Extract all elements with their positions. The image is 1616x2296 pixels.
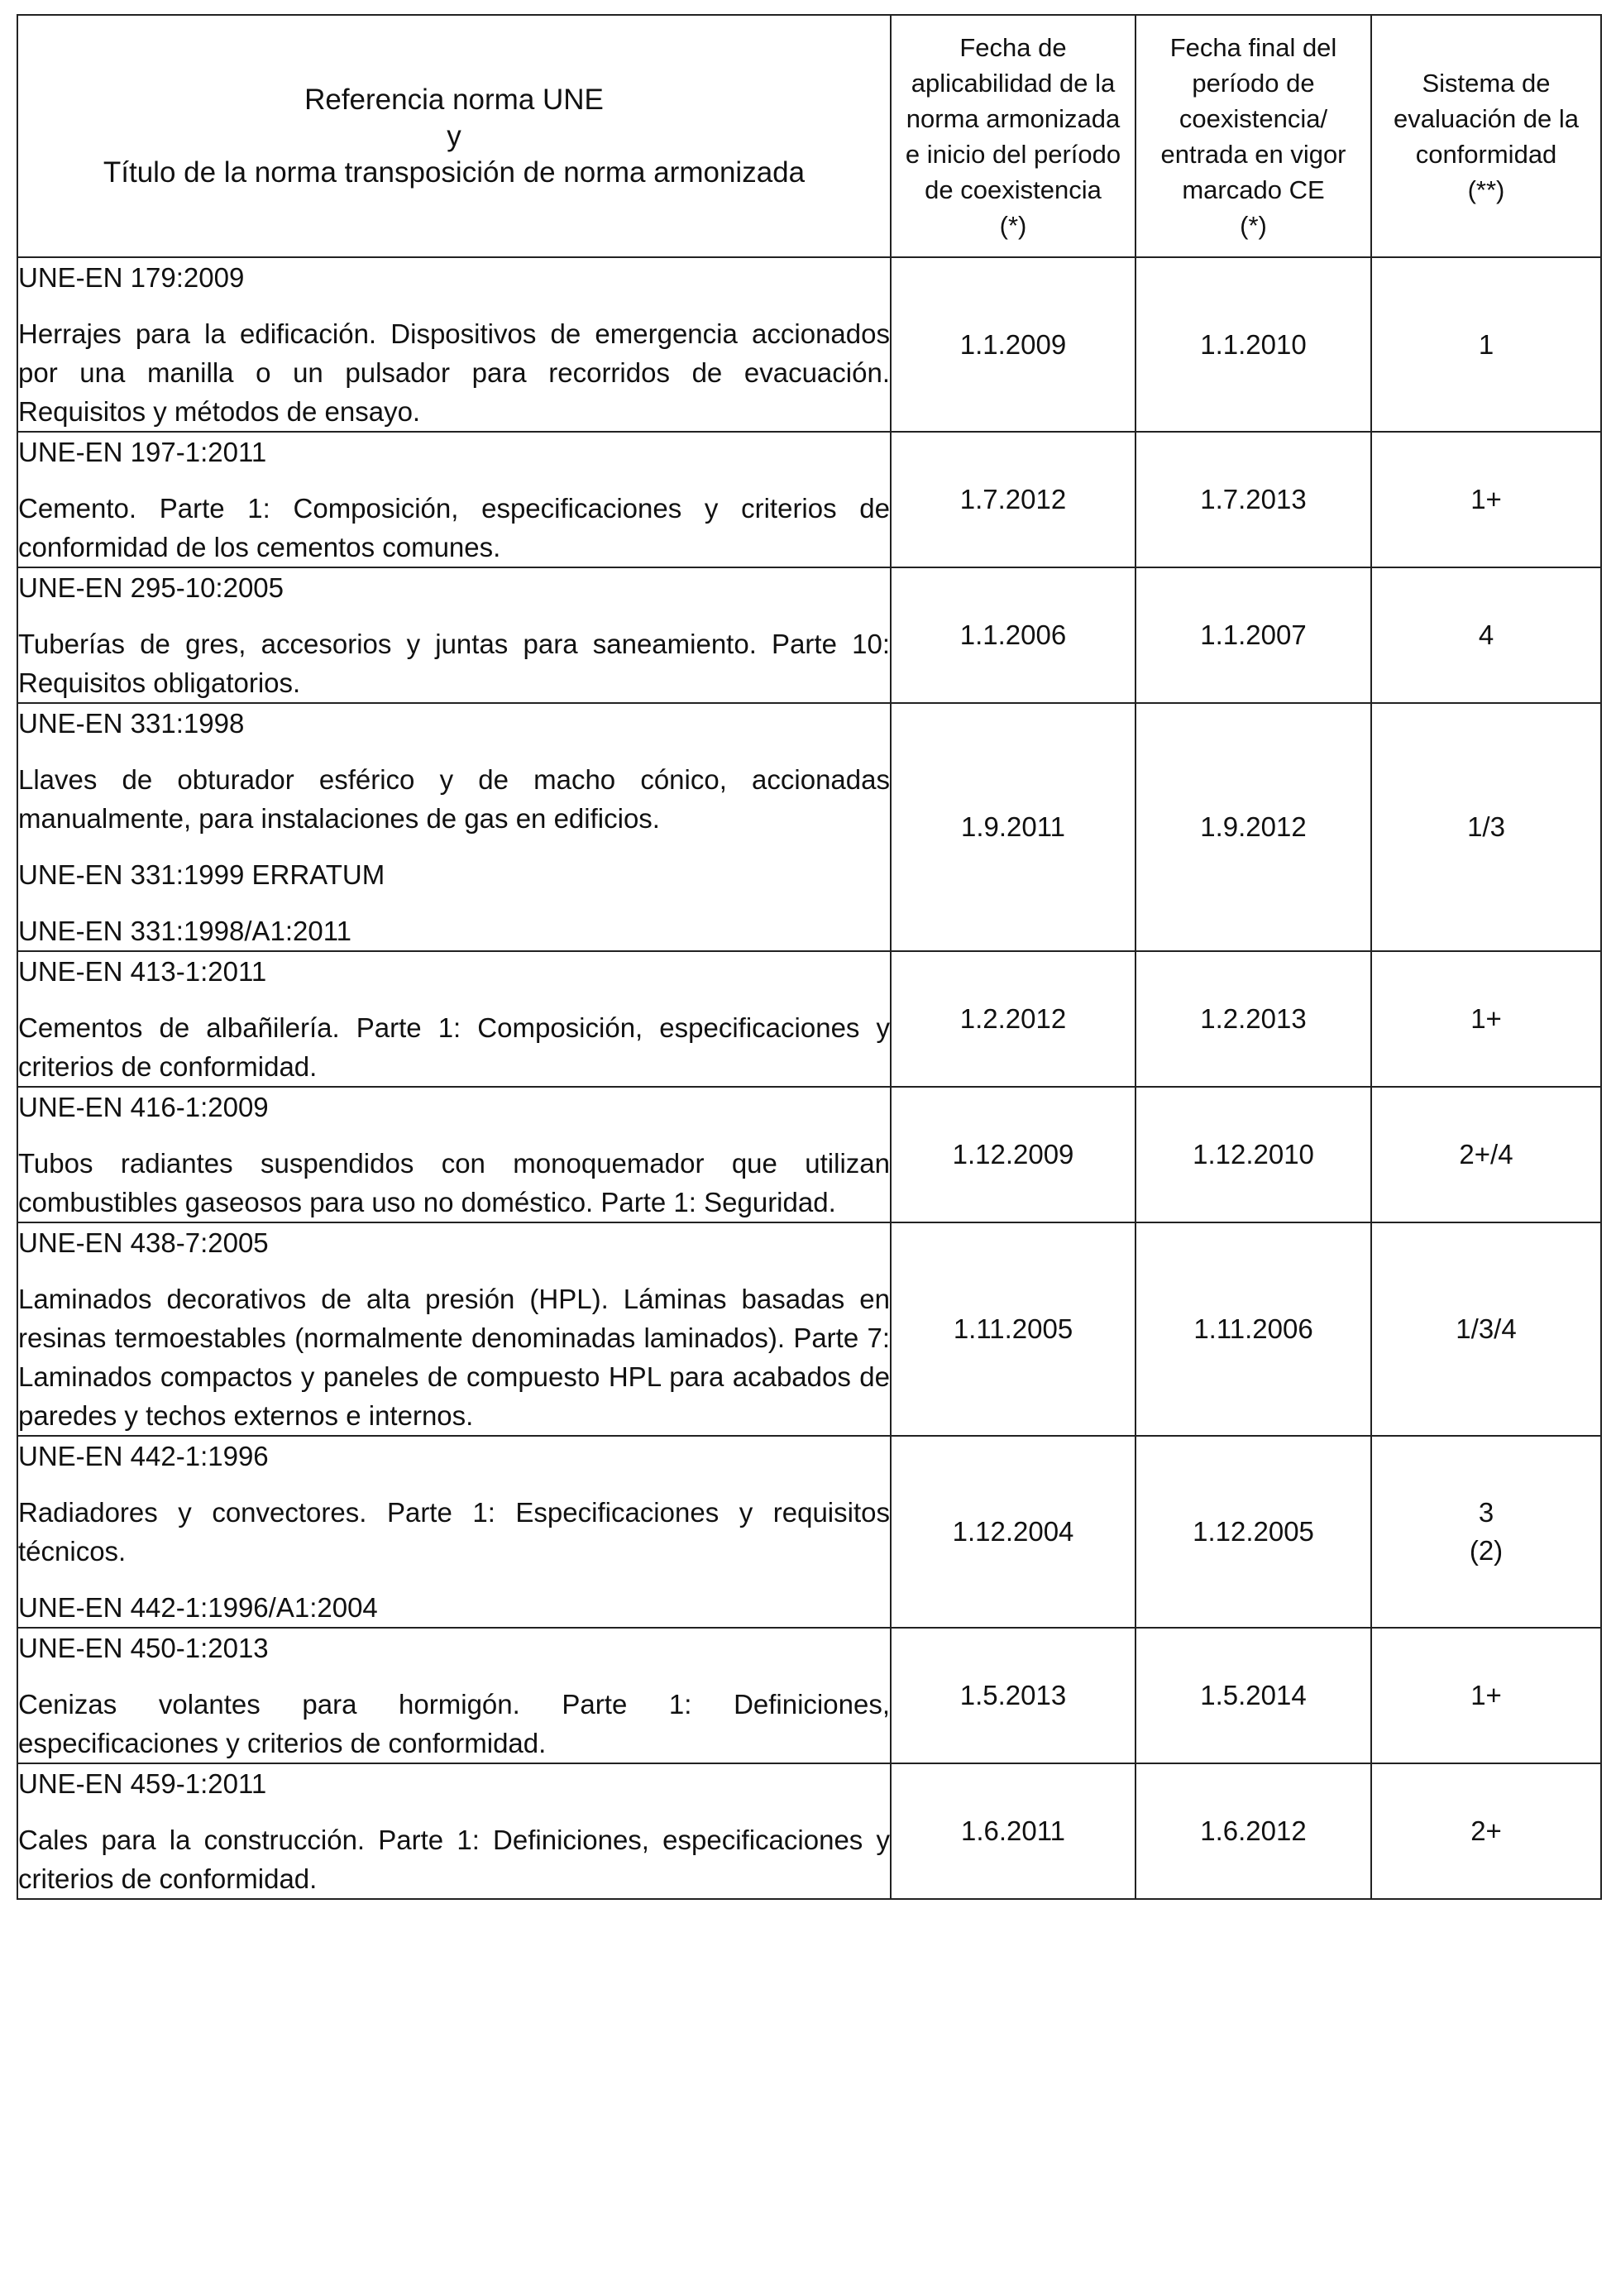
standard-reference-cell	[17, 703, 891, 951]
standard-code: UNE-EN 197-1:2011	[18, 437, 267, 467]
applicability-date-cell: 1.12.2004	[891, 1436, 1136, 1628]
header-line: aplicabilidad de la	[911, 68, 1116, 98]
standard-title: Cemento. Parte 1: Composición, especificaciones y criterios de conformidad de los cementos comunes.	[18, 493, 890, 562]
end-date-cell: 1.1.2007	[1136, 567, 1371, 703]
applicability-date-cell: 1.12.2009	[891, 1087, 1136, 1222]
table-row	[17, 1763, 1601, 1899]
header-line: marcado CE	[1182, 175, 1325, 204]
applicability-date-cell: 1.9.2011	[891, 703, 1136, 951]
conformity-system-value: 1	[1478, 328, 1494, 360]
header-line: Fecha final del	[1169, 32, 1337, 62]
end-date-cell: 1.12.2010	[1136, 1087, 1371, 1222]
table-row	[17, 703, 1601, 951]
standard-code: UNE-EN 438-7:2005	[18, 1227, 269, 1258]
table-body	[17, 257, 1601, 1899]
header-line: entrada en vigor	[1160, 139, 1346, 169]
table-row	[17, 1628, 1601, 1763]
standard-reference-cell	[17, 257, 891, 432]
standard-code: UNE-EN 459-1:2011	[18, 1768, 267, 1799]
header-line: e inicio del período	[905, 139, 1121, 169]
end-date-cell: 1.7.2013	[1136, 432, 1371, 567]
end-date-cell: 1.6.2012	[1136, 1763, 1371, 1899]
applicability-date-cell: 1.1.2006	[891, 567, 1136, 703]
standard-related-reference: UNE-EN 331:1999 ERRATUM	[18, 859, 385, 890]
conformity-system-cell	[1371, 257, 1601, 432]
conformity-system-value: 3	[1478, 1497, 1494, 1528]
standard-code: UNE-EN 331:1998	[18, 708, 245, 739]
conformity-system-cell	[1371, 1087, 1601, 1222]
standard-code: UNE-EN 442-1:1996	[18, 1441, 269, 1471]
table-row	[17, 951, 1601, 1087]
standard-related-reference: UNE-EN 331:1998/A1:2011	[18, 916, 351, 946]
applicability-date-cell: 1.1.2009	[891, 257, 1136, 432]
table-header-row	[17, 15, 1601, 257]
standard-title: Radiadores y convectores. Parte 1: Especificaciones y requisitos técnicos.	[18, 1497, 890, 1567]
conformity-system-cell	[1371, 1436, 1601, 1628]
header-line: norma armonizada	[906, 103, 1121, 133]
applicability-date-cell: 1.6.2011	[891, 1763, 1136, 1899]
standard-title: Herrajes para la edificación. Dispositivos de emergencia accionados por una manilla o un pulsador para recorridos de evacuación. Requisitos y métodos de ensayo.	[18, 318, 890, 427]
standard-code: UNE-EN 450-1:2013	[18, 1633, 269, 1663]
standard-related-reference: UNE-EN 442-1:1996/A1:2004	[18, 1592, 378, 1623]
conformity-system-cell	[1371, 1763, 1601, 1899]
header-line: (*)	[1240, 210, 1267, 240]
table-row	[17, 257, 1601, 432]
header-line: evaluación de la	[1393, 103, 1580, 133]
header-line: coexistencia/	[1179, 103, 1328, 133]
end-date-cell: 1.9.2012	[1136, 703, 1371, 951]
standard-title: Tubos radiantes suspendidos con monoquemador que utilizan combustibles gaseosos para uso no doméstico. Parte 1: Seguridad.	[18, 1148, 890, 1217]
standard-title: Tuberías de gres, accesorios y juntas para saneamiento. Parte 10: Requisitos obligatorios.	[18, 629, 890, 698]
standard-reference-cell	[17, 1222, 891, 1436]
table-row	[17, 1436, 1601, 1628]
standard-title: Llaves de obturador esférico y de macho cónico, accionadas manualmente, para instalaciones de gas en edificios.	[18, 764, 890, 834]
standard-title: Cales para la construcción. Parte 1: Definiciones, especificaciones y criterios de conformidad.	[18, 1825, 890, 1894]
header-reference-line: Referencia norma UNE	[304, 83, 604, 116]
header-line: de coexistencia	[925, 175, 1102, 204]
standard-reference-cell	[17, 1087, 891, 1222]
conformity-system-cell	[1371, 432, 1601, 567]
conformity-system-cell	[1371, 567, 1601, 703]
header-reference	[17, 15, 891, 257]
conformity-system-value: 1/3	[1467, 811, 1505, 842]
standard-title: Cementos de albañilería. Parte 1: Composición, especificaciones y criterios de conformidad.	[18, 1012, 890, 1082]
applicability-date-cell: 1.7.2012	[891, 432, 1136, 567]
applicability-date-cell: 1.5.2013	[891, 1628, 1136, 1763]
conformity-system-value: 4	[1478, 619, 1494, 650]
standard-code: UNE-EN 413-1:2011	[18, 956, 267, 987]
header-line: Sistema de	[1422, 68, 1551, 98]
end-date-cell: 1.11.2006	[1136, 1222, 1371, 1436]
conformity-system-cell	[1371, 1628, 1601, 1763]
header-end-date	[1136, 15, 1371, 257]
table-row	[17, 567, 1601, 703]
conformity-system-value: 2+	[1470, 1815, 1502, 1846]
conformity-system-value: 1+	[1470, 1680, 1502, 1710]
conformity-system-value: (2)	[1469, 1535, 1504, 1566]
table-row	[17, 1222, 1601, 1436]
end-date-cell: 1.5.2014	[1136, 1628, 1371, 1763]
conformity-system-cell	[1371, 703, 1601, 951]
conformity-system-cell	[1371, 1222, 1601, 1436]
applicability-date-cell: 1.11.2005	[891, 1222, 1136, 1436]
standard-reference-cell	[17, 432, 891, 567]
conformity-system-value: 1+	[1470, 1003, 1502, 1034]
conformity-system-value: 1+	[1470, 484, 1502, 514]
table-row	[17, 432, 1601, 567]
conformity-system-value: 1/3/4	[1456, 1313, 1517, 1344]
standard-reference-cell	[17, 1436, 891, 1628]
standard-title: Laminados decorativos de alta presión (HPL). Láminas basadas en resinas termoestables (normalmente denominadas laminados). Parte 7: Laminados compactos y paneles de compuesto HPL para acabados de paredes y techos externos e internos.	[18, 1284, 890, 1431]
header-line: período de	[1192, 68, 1315, 98]
header-reference-line: Título de la norma transposición de norma armonizada	[103, 155, 806, 189]
conformity-system-value: 2+/4	[1459, 1139, 1513, 1170]
standard-reference-cell	[17, 1763, 891, 1899]
applicability-date-cell: 1.2.2012	[891, 951, 1136, 1087]
end-date-cell: 1.1.2010	[1136, 257, 1371, 432]
standard-code: UNE-EN 179:2009	[18, 262, 245, 293]
end-date-cell: 1.12.2005	[1136, 1436, 1371, 1628]
table-row	[17, 1087, 1601, 1222]
header-reference-line: y	[447, 119, 461, 152]
conformity-system-cell	[1371, 951, 1601, 1087]
standard-title: Cenizas volantes para hormigón. Parte 1: Definiciones, especificaciones y criterios de conformidad.	[18, 1689, 890, 1758]
header-line: (*)	[999, 210, 1027, 240]
header-line: Fecha de	[959, 32, 1067, 62]
header-line: conformidad	[1415, 139, 1557, 169]
end-date-cell: 1.2.2013	[1136, 951, 1371, 1087]
header-line: (**)	[1467, 175, 1505, 204]
header-conformity-system	[1371, 15, 1601, 257]
standard-code: UNE-EN 416-1:2009	[18, 1092, 269, 1122]
header-applicability-date	[891, 15, 1136, 257]
standard-reference-cell	[17, 951, 891, 1087]
standard-code: UNE-EN 295-10:2005	[18, 572, 284, 603]
standard-reference-cell	[17, 1628, 891, 1763]
standard-reference-cell	[17, 567, 891, 703]
standards-table	[17, 14, 1602, 1900]
